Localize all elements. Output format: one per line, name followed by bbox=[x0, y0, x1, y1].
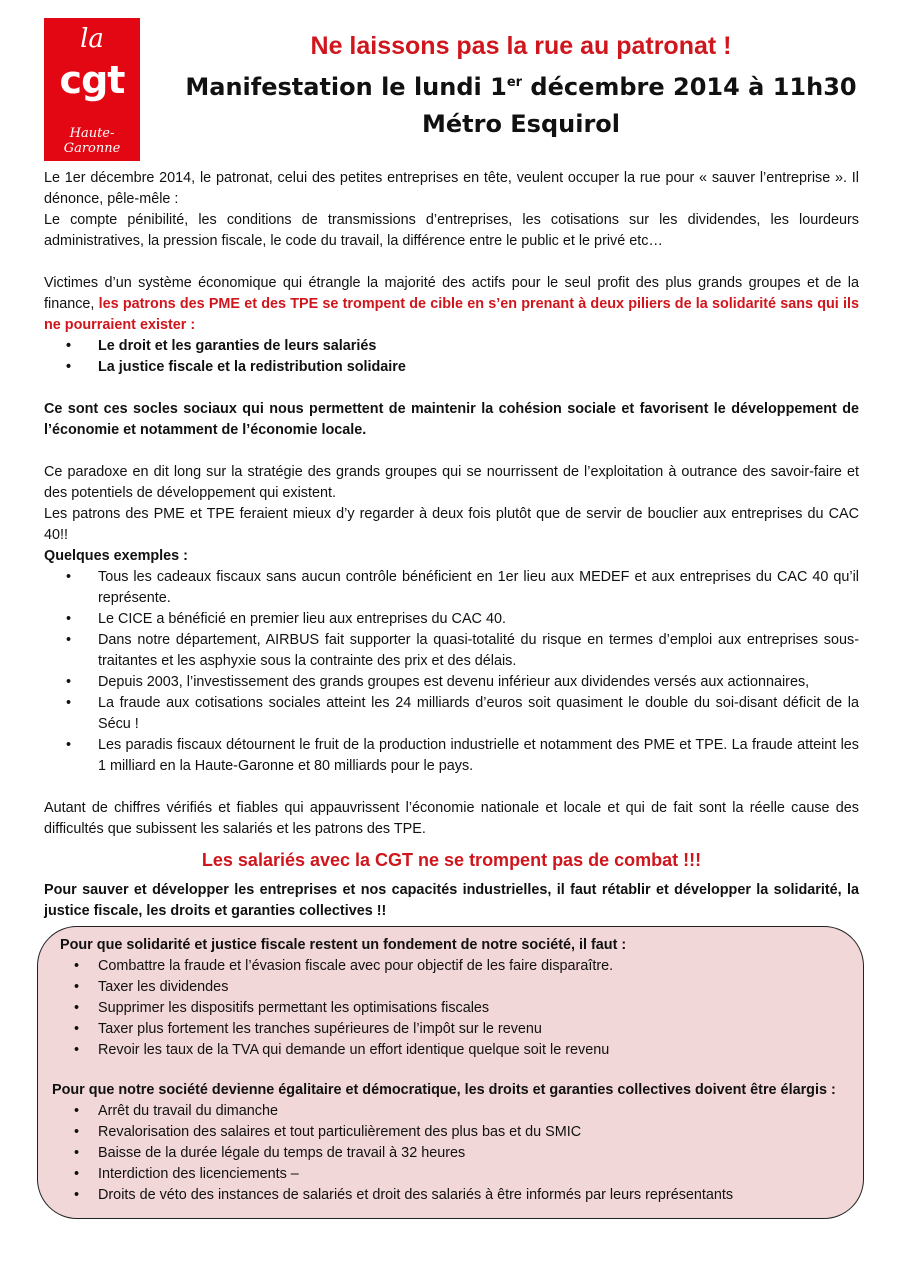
intro-p3-red: les patrons des PME et des TPE se trompent de cible en s’en prenant à deux piliers de la solidarité sans qui ils ne pourraient exister : bbox=[44, 296, 859, 333]
headline: Ne laissons pas la rue au patronat ! bbox=[310, 32, 732, 60]
list-item: • Revalorisation des salaires et tout particulièrement des plus bas et du SMIC bbox=[60, 1122, 845, 1143]
header bbox=[150, 28, 892, 142]
event-location: Métro Esquirol bbox=[421, 110, 621, 138]
list-item: • Taxer les dividendes bbox=[60, 977, 845, 998]
intro-p8: Pour sauver et développer les entreprises et nos capacités industrielles, il faut rétablir et développer la solidarité, la justice fiscale, les droits et garanties collectives !! bbox=[44, 882, 859, 919]
intro-p3-normal: Victimes d’un système économique qui étrangle la majorité des actifs pour le seul profit des plus grands groupes et de la finance, bbox=[44, 275, 859, 312]
intro-p6: Les patrons des PME et TPE feraient mieux d’y regarder à deux fois plutôt que de servir de bouclier aux entreprises du CAC 40!! bbox=[44, 506, 859, 543]
list-item: • Baisse de la durée légale du temps de travail à 32 heures bbox=[60, 1143, 845, 1164]
list-item: • Depuis 2003, l’investissement des grands groupes est devenu inférieur aux dividendes versés aux actionnaires, bbox=[44, 672, 859, 693]
event-date-pre: Manifestation le lundi 1 bbox=[185, 73, 507, 101]
list-item: • Le droit et les garanties de leurs salariés bbox=[44, 336, 859, 357]
list-item: • Interdiction des licenciements – bbox=[60, 1164, 845, 1185]
list-item: • Le CICE a bénéficié en premier lieu aux entreprises du CAC 40. bbox=[44, 609, 859, 630]
intro-p1: Le 1er décembre 2014, le patronat, celui des petites entreprises en tête, veulent occuper la rue pour « sauver l’entreprise ». Il dénonce, pêle-mêle : bbox=[44, 170, 859, 207]
event-date-sup: er bbox=[506, 75, 523, 90]
intro-p4: Ce sont ces socles sociaux qui nous permettent de maintenir la cohésion sociale et favorisent le développement de l’économie et notamment de l’économie locale. bbox=[44, 401, 859, 438]
list-item: • Tous les cadeaux fiscaux sans aucun contrôle bénéficient en 1er lieu aux MEDEF et aux entreprises du CAC 40 qu’il représente. bbox=[44, 567, 859, 609]
demands-list-2 bbox=[60, 1101, 845, 1206]
list-item: • Dans notre département, AIRBUS fait supporter la quasi-totalité du risque en termes d’emploi aux entreprises sous-traitantes et les asphyxie sous la contrainte des prix et des délais. bbox=[44, 630, 859, 672]
list-item: • Taxer plus fortement les tranches supérieures de l’impôt sur le revenu bbox=[60, 1019, 845, 1040]
intro-p5: Ce paradoxe en dit long sur la stratégie des grands groupes qui se nourrissent de l’exploitation à outrance des savoir-faire et des potentiels de développement qui existent. bbox=[44, 464, 859, 501]
intro-p3 bbox=[44, 273, 859, 336]
demands-title-1: Pour que solidarité et justice fiscale restent un fondement de notre société, il faut : bbox=[60, 937, 627, 953]
examples-list bbox=[44, 567, 859, 777]
list-item: • La justice fiscale et la redistribution solidaire bbox=[44, 357, 859, 378]
logo-region: Haute-Garonne bbox=[63, 126, 121, 156]
intro-p2: Le compte pénibilité, les conditions de transmissions d’entreprises, les cotisations sur les dividendes, les lourdeurs administratives, la pression fiscale, le code du travail, la différence entre le public et le privé etc… bbox=[44, 212, 859, 249]
demands-list-1 bbox=[60, 956, 845, 1061]
list-item: • La fraude aux cotisations sociales atteint les 24 milliards d’euros soit quasiment le double du soi-disant déficit de la Sécu ! bbox=[44, 693, 859, 735]
list-item: • Supprimer les dispositifs permettant les optimisations fiscales bbox=[60, 998, 845, 1019]
list-item: • Les paradis fiscaux détournent le fruit de la production industrielle et notamment des PME et TPE. La fraude atteint les 1 milliard en la Haute-Garonne et 80 milliards pour le pays. bbox=[44, 735, 859, 777]
event-date bbox=[150, 64, 892, 106]
cgt-logo bbox=[44, 18, 140, 161]
list-item: • Arrêt du travail du dimanche bbox=[60, 1101, 845, 1122]
demands-title-2: Pour que notre société devienne égalitaire et démocratique, les droits et garanties collectives doivent être élargis : bbox=[52, 1082, 836, 1098]
demands-box bbox=[37, 926, 864, 1219]
list-item: • Combattre la fraude et l’évasion fiscale avec pour objectif de les faire disparaître. bbox=[60, 956, 845, 977]
pillars-list bbox=[44, 336, 859, 378]
logo-la: la bbox=[80, 24, 104, 54]
slogan: Les salariés avec la CGT ne se trompent pas de combat !!! bbox=[201, 850, 702, 870]
intro-p7: Autant de chiffres vérifiés et fiables qui appauvrissent l’économie nationale et locale et qui de fait sont la réelle cause des difficultés que subissent les salariés et les patrons des TPE. bbox=[44, 800, 859, 837]
list-item: • Revoir les taux de la TVA qui demande un effort identique quelque soit le revenu bbox=[60, 1040, 845, 1061]
logo-cgt: cgt bbox=[59, 58, 125, 102]
event-date-post: décembre 2014 à 11h30 bbox=[522, 73, 857, 101]
list-item: • Droits de véto des instances de salariés et droit des salariés à être informés par leurs représentants bbox=[60, 1185, 845, 1206]
examples-title: Quelques exemples : bbox=[44, 548, 188, 564]
body-text bbox=[44, 168, 859, 922]
